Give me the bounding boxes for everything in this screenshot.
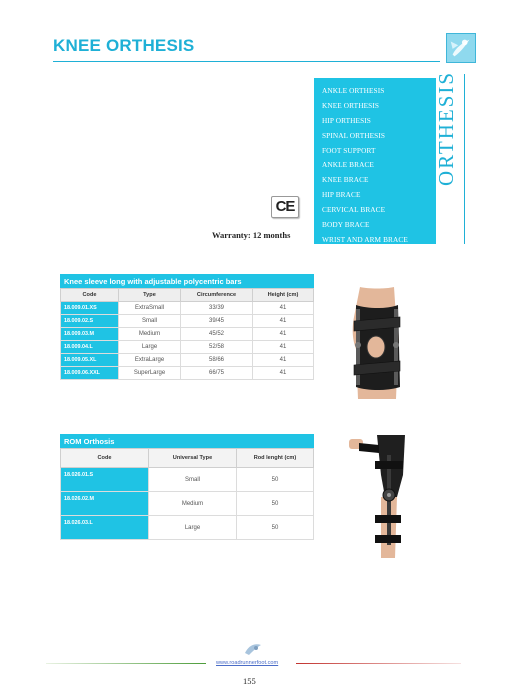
menu-item-ankle-brace[interactable]: ANKLE BRACE — [322, 160, 374, 170]
table-title: ROM Orthosis — [60, 434, 314, 448]
product-code: 18.009.05.XL — [61, 354, 119, 367]
table-row — [61, 341, 314, 354]
title-divider — [53, 61, 440, 62]
category-menu — [314, 78, 436, 244]
ce-mark-icon: CE — [271, 196, 299, 218]
product-code: 18.009.04.L — [61, 341, 119, 354]
page-title: KNEE ORTHESIS — [53, 36, 195, 55]
product-code: 18.026.01.S — [61, 468, 149, 492]
table-row — [61, 302, 314, 315]
rom-orthosis-table — [60, 434, 314, 540]
height-value: 41 — [253, 354, 314, 367]
column-header-type: Type — [119, 289, 181, 302]
brand-logo-icon — [446, 33, 476, 63]
menu-item-hip-brace[interactable]: HIP BRACE — [322, 190, 361, 200]
table-title: Knee sleeve long with adjustable polycentric bars — [60, 274, 314, 288]
size-type: Large — [149, 516, 237, 540]
rod-length-value: 50 — [237, 468, 314, 492]
size-type: SuperLarge — [119, 367, 181, 380]
product-code: 18.009.06.XXL — [61, 367, 119, 380]
menu-item-body-brace[interactable]: BODY BRACE — [322, 220, 370, 230]
table-row — [61, 328, 314, 341]
footer-logo-icon — [243, 641, 263, 657]
menu-item-ankle-orthesis[interactable]: ANKLE ORTHESIS — [322, 86, 385, 95]
table-row — [61, 354, 314, 367]
footer-divider-right — [296, 663, 461, 664]
size-type: Small — [149, 468, 237, 492]
website-link[interactable]: www.roadrunnerfoot.com — [216, 660, 279, 666]
circumference-value: 52/58 — [181, 341, 253, 354]
column-header-code: Code — [61, 449, 149, 468]
circumference-value: 66/75 — [181, 367, 253, 380]
size-type: Medium — [149, 492, 237, 516]
menu-item-cervical-brace[interactable]: CERVICAL BRACE — [322, 205, 386, 215]
table-row — [61, 468, 314, 492]
table-row — [61, 516, 314, 540]
footer-divider-left — [46, 663, 206, 664]
size-type: Large — [119, 341, 181, 354]
rod-length-value: 50 — [237, 516, 314, 540]
height-value: 41 — [253, 328, 314, 341]
size-type: ExtraSmall — [119, 302, 181, 315]
menu-item-foot-support[interactable]: FOOT SUPPORT — [322, 145, 376, 155]
menu-item-spinal-orthesis[interactable]: SPINAL ORTHESIS — [322, 130, 386, 140]
product-code: 18.026.02.M — [61, 492, 149, 516]
rom-orthosis-product-image — [347, 435, 407, 558]
menu-item-wrist-and-arm-brace[interactable]: WRIST AND ARM BRACE — [322, 234, 408, 244]
column-header-universal-type: Universal Type — [149, 449, 237, 468]
product-code: 18.026.03.L — [61, 516, 149, 540]
height-value: 41 — [253, 367, 314, 380]
page-number: 155 — [243, 676, 256, 686]
warranty-text: Warranty: 12 months — [212, 230, 291, 240]
size-type: ExtraLarge — [119, 354, 181, 367]
column-header-circumference: Circumference — [181, 289, 253, 302]
table-row — [61, 315, 314, 328]
circumference-value: 45/52 — [181, 328, 253, 341]
circumference-value: 33/39 — [181, 302, 253, 315]
knee-sleeve-product-image — [338, 287, 410, 399]
product-code: 18.009.01.XS — [61, 302, 119, 315]
menu-item-knee-brace[interactable]: KNEE BRACE — [322, 175, 369, 185]
product-code: 18.009.03.M — [61, 328, 119, 341]
vertical-divider — [464, 74, 465, 244]
height-value: 41 — [253, 341, 314, 354]
table-row — [61, 492, 314, 516]
size-type: Medium — [119, 328, 181, 341]
column-header-code: Code — [61, 289, 119, 302]
height-value: 41 — [253, 315, 314, 328]
knee-sleeve-table — [60, 274, 314, 380]
circumference-value: 58/66 — [181, 354, 253, 367]
rod-length-value: 50 — [237, 492, 314, 516]
circumference-value: 39/45 — [181, 315, 253, 328]
size-type: Small — [119, 315, 181, 328]
column-header-height: Height (cm) — [253, 289, 314, 302]
section-vertical-label: ORTHESIS — [434, 70, 458, 186]
product-code: 18.009.02.S — [61, 315, 119, 328]
table-row — [61, 367, 314, 380]
menu-item-hip-orthesis[interactable]: HIP ORTHESIS — [322, 115, 371, 125]
height-value: 41 — [253, 302, 314, 315]
column-header-rod-length: Rod lenght (cm) — [237, 449, 314, 468]
menu-item-knee-orthesis[interactable]: KNEE ORTHESIS — [322, 100, 380, 110]
